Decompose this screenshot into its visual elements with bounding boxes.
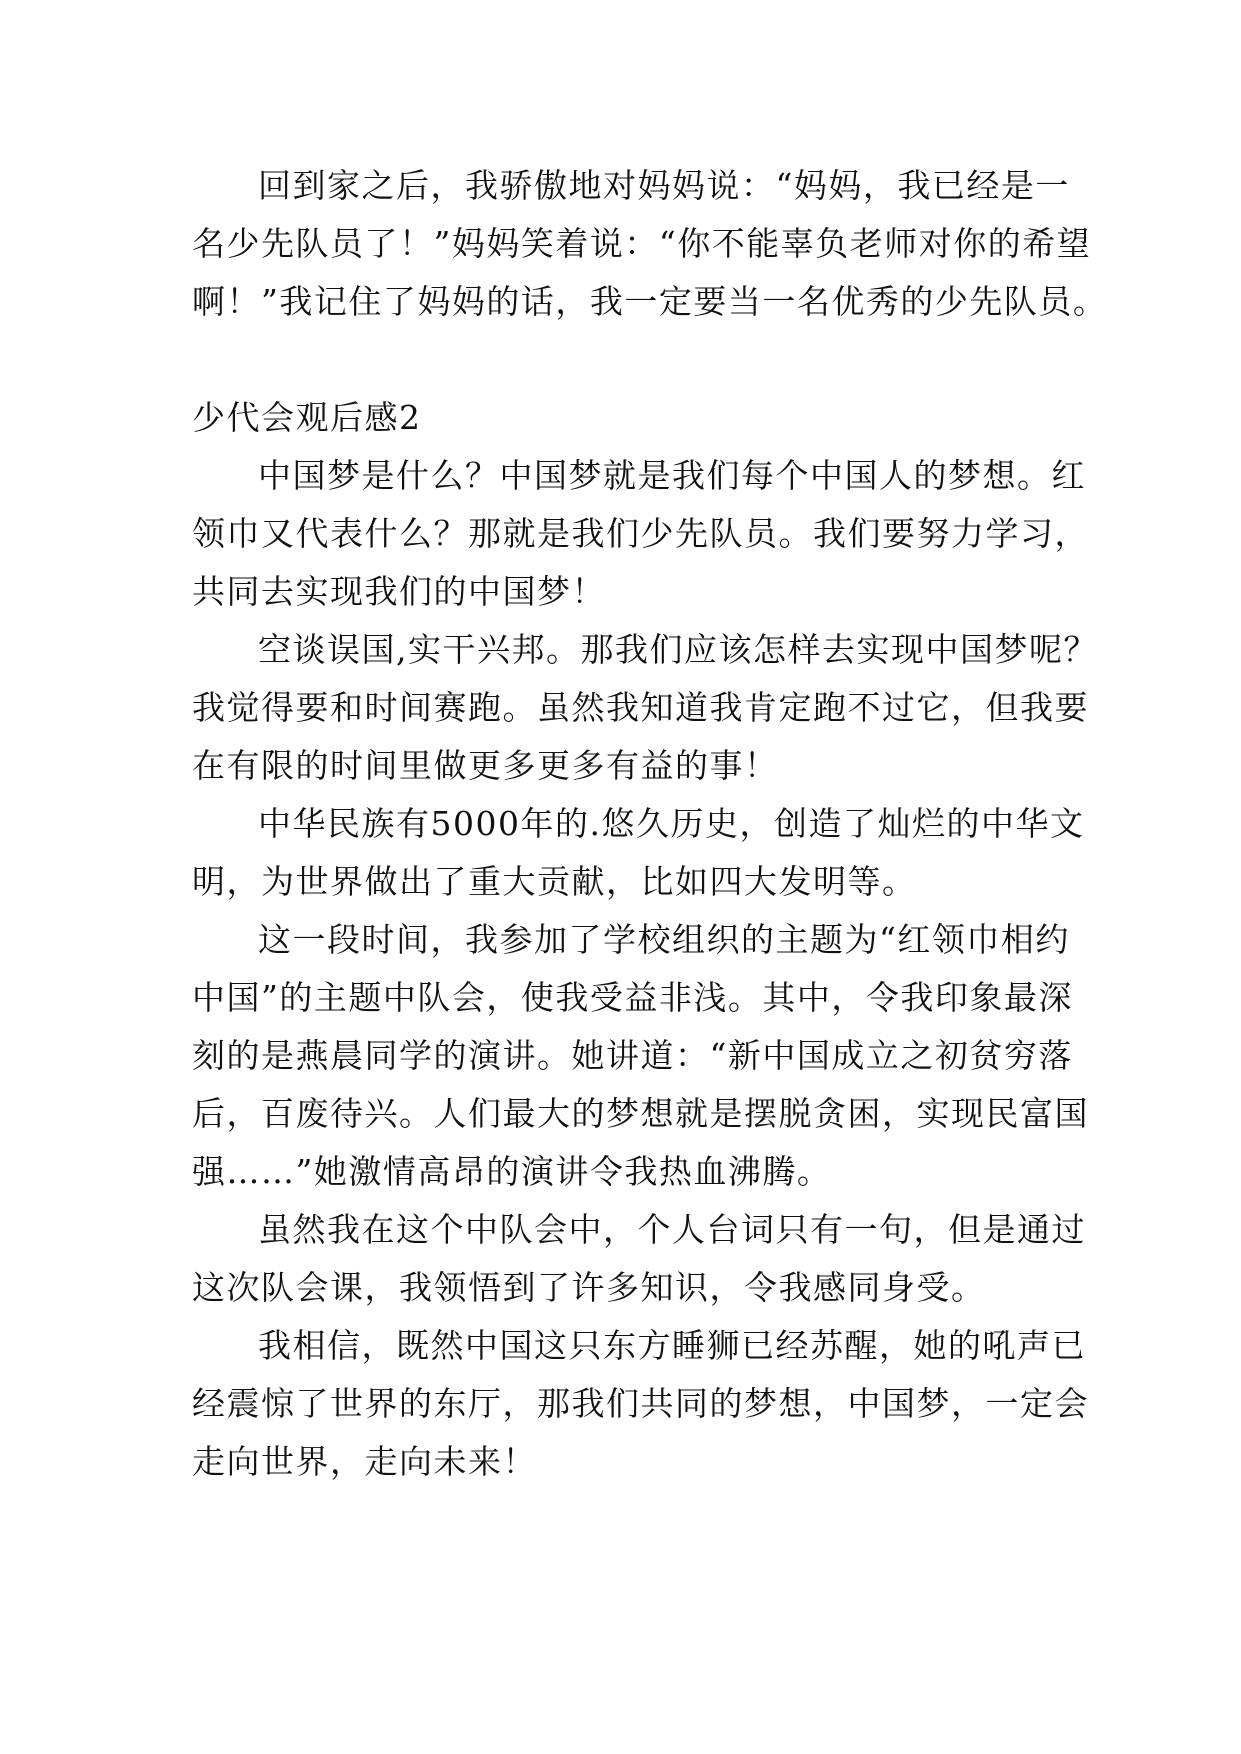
paragraph-line: 中华民族有5000年的.悠久历史，创造了灿烂的中华文 <box>258 804 1085 843</box>
paragraph-line: 领巾又代表什么？那就是我们少先队员。我们要努力学习， <box>192 514 1089 553</box>
paragraph-line: 刻的是燕晨同学的演讲。她讲道：“新中国成立之初贫穷落 <box>192 1036 1073 1075</box>
paragraph-line: 啊！”我记住了妈妈的话，我一定要当一名优秀的少先队员。 <box>192 282 1108 321</box>
paragraph-line: 回到家之后，我骄傲地对妈妈说：“妈妈，我已经是一 <box>258 166 1070 205</box>
paragraph-line: 经震惊了世界的东厅，那我们共同的梦想，中国梦，一定会 <box>192 1384 1089 1423</box>
paragraph-line: 名少先队员了！”妈妈笑着说：“你不能辜负老师对你的希望 <box>192 224 1092 263</box>
paragraph-line: 中国梦是什么？中国梦就是我们每个中国人的梦想。红 <box>258 456 1086 495</box>
paragraph-line: 空谈误国,实干兴邦。那我们应该怎样去实现中国梦呢？ <box>258 630 1098 669</box>
paragraph-line: 我相信，既然中国这只东方睡狮已经苏醒，她的吼声已 <box>258 1326 1086 1365</box>
paragraph-line: 明，为世界做出了重大贡献，比如四大发明等。 <box>192 862 917 901</box>
paragraph-line: 后，百废待兴。人们最大的梦想就是摆脱贪困，实现民富国 <box>192 1094 1089 1133</box>
paragraph-line: 走向世界，走向未来！ <box>192 1442 537 1481</box>
paragraph-line: 强……”她激情高昂的演讲令我热血沸腾。 <box>192 1152 832 1191</box>
paragraph-line: 这一段时间，我参加了学校组织的主题为“红领巾相约 <box>258 920 1070 959</box>
paragraph-line: 这次队会课，我领悟到了许多知识，令我感同身受。 <box>192 1268 986 1307</box>
paragraph-line: 在有限的时间里做更多更多有益的事！ <box>192 746 779 785</box>
paragraph-line: 中国”的主题中队会，使我受益非浅。其中，令我印象最深 <box>192 978 1073 1017</box>
section-title: 少代会观后感2 <box>192 398 422 437</box>
paragraph-line: 我觉得要和时间赛跑。虽然我知道我肯定跑不过它，但我要 <box>192 688 1089 727</box>
paragraph-line: 虽然我在这个中队会中，个人台词只有一句，但是通过 <box>258 1210 1086 1249</box>
paragraph-line: 共同去实现我们的中国梦！ <box>192 572 606 611</box>
